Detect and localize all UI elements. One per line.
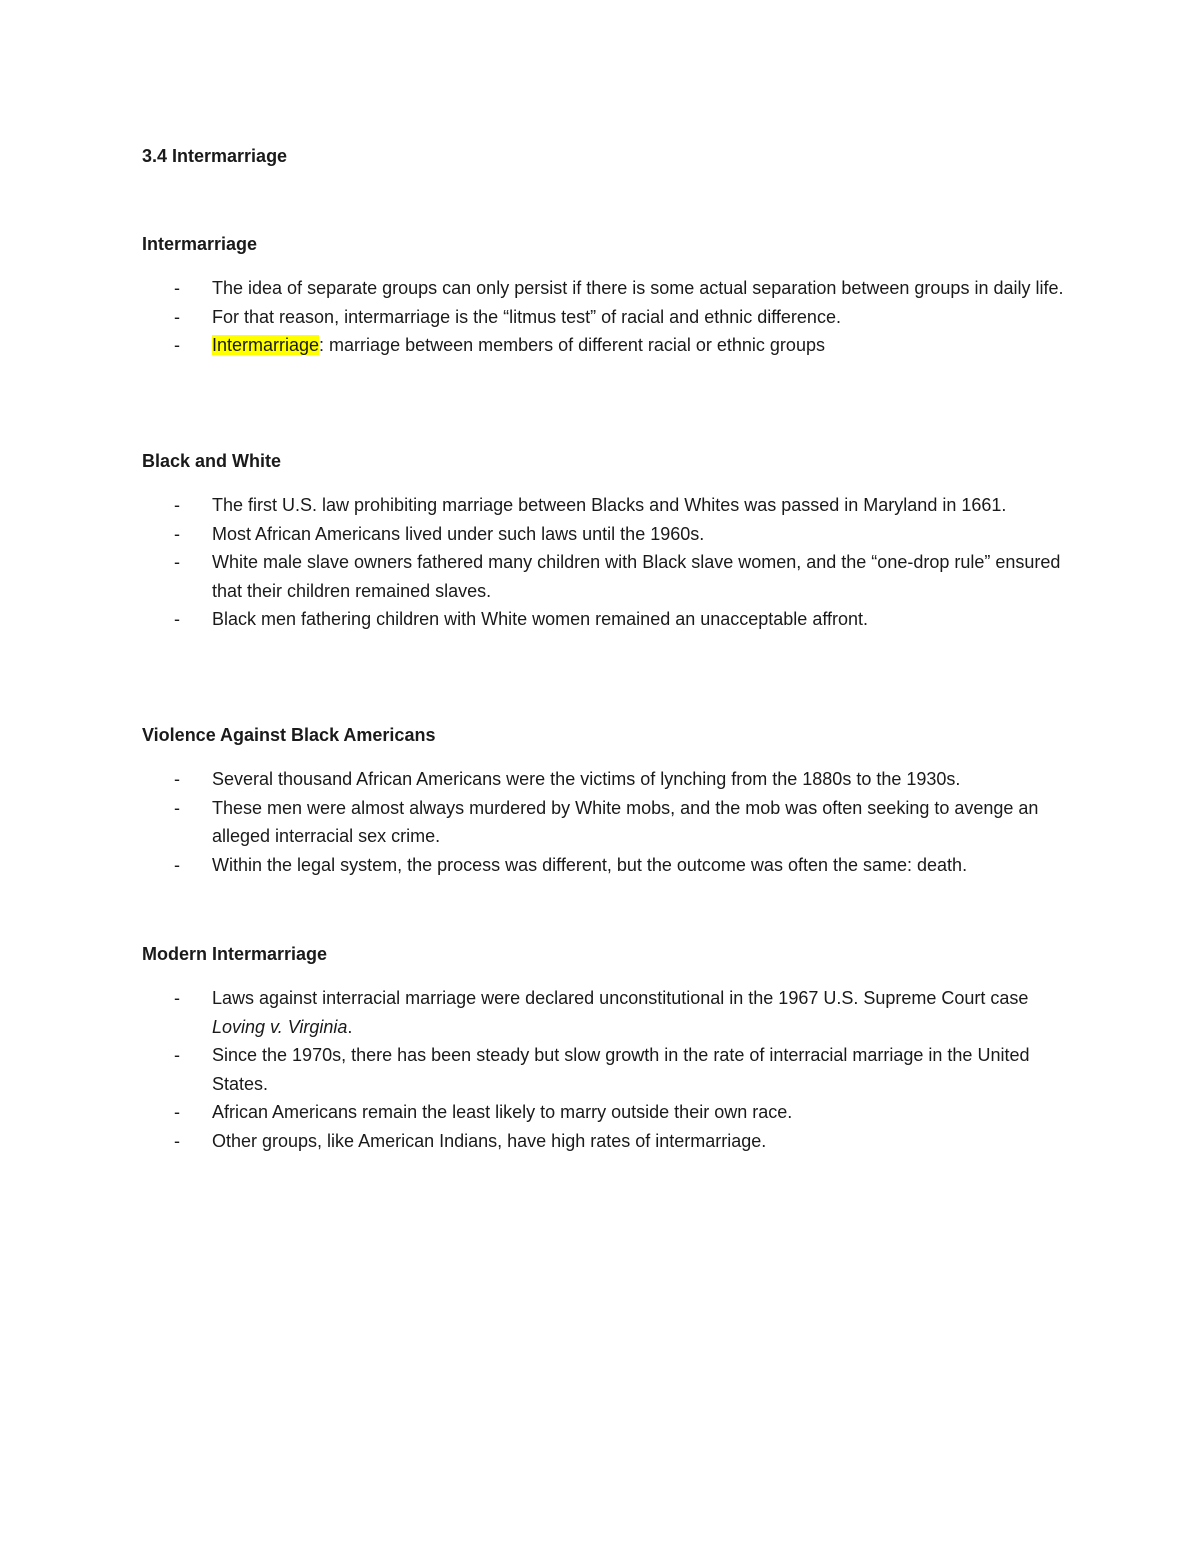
section-violence	[142, 723, 1072, 879]
list-item	[142, 520, 1072, 549]
list-item-text: African Americans remain the least likely to marry outside their own race.	[212, 1102, 793, 1122]
section-heading: Intermarriage	[142, 234, 258, 254]
list-item	[142, 331, 1072, 360]
list-item	[142, 1041, 1072, 1098]
bullet-dash: -	[174, 495, 180, 515]
section-black-and-white	[142, 449, 1072, 634]
list-item-text: Several thousand African Americans were the victims of lynching from the 1880s to the 1930s.	[212, 769, 961, 789]
list-item-text: For that reason, intermarriage is the “litmus test” of racial and ethnic difference.	[212, 306, 841, 327]
list-item	[142, 765, 1072, 794]
list-item	[142, 491, 1072, 520]
bullet-dash: -	[174, 1102, 180, 1122]
definition-text: : marriage between members of different racial or ethnic groups	[319, 335, 825, 355]
list-item-text: The first U.S. law prohibiting marriage between Blacks and Whites was passed in Maryland in 1661.	[212, 495, 1007, 515]
bullet-list	[142, 274, 1072, 360]
bullet-dash: -	[174, 769, 180, 789]
list-item-text: Within the legal system, the process was different, but the outcome was often the same: death.	[212, 854, 968, 875]
bullet-dash: -	[174, 306, 180, 327]
bullet-dash: -	[174, 609, 180, 629]
list-item	[142, 303, 1072, 332]
page-title: 3.4 Intermarriage	[142, 146, 288, 166]
bullet-dash: -	[174, 1045, 180, 1065]
list-item-text: Other groups, like American Indians, have high rates of intermarriage.	[212, 1130, 767, 1151]
bullet-dash: -	[174, 1130, 180, 1151]
bullet-dash: -	[174, 854, 180, 875]
bullet-dash: -	[174, 335, 180, 355]
bullet-dash: -	[174, 278, 180, 298]
list-item	[142, 984, 1072, 1041]
list-item-text: .	[347, 1016, 353, 1037]
case-name: Loving v. Virginia	[212, 1016, 348, 1037]
section-heading: Modern Intermarriage	[142, 944, 328, 964]
list-item-text: White male slave owners fathered many children with Black slave women, and the “one-drop rule” ensured that their children remained slaves.	[212, 552, 1061, 601]
list-item	[142, 274, 1072, 303]
list-item	[142, 1127, 1072, 1156]
list-item-text: Since the 1970s, there has been steady but slow growth in the rate of interracial marriage in the United States.	[212, 1045, 1030, 1094]
section-heading: Violence Against Black Americans	[142, 725, 436, 745]
bullet-dash: -	[174, 552, 180, 572]
section-modern-intermarriage	[142, 942, 1072, 1155]
bullet-dash: -	[174, 797, 180, 818]
list-item	[142, 794, 1072, 851]
list-item	[142, 605, 1072, 634]
bullet-dash: -	[174, 988, 180, 1008]
list-item-text: The idea of separate groups can only persist if there is some actual separation between groups in daily life.	[212, 278, 1064, 298]
list-item-text: Most African Americans lived under such laws until the 1960s.	[212, 523, 705, 544]
list-item-text: Laws against interracial marriage were declared unconstitutional in the 1967 U.S. Supreme Court case	[212, 988, 1029, 1008]
bullet-dash: -	[174, 523, 180, 544]
highlighted-term: Intermarriage	[212, 335, 320, 355]
bullet-list	[142, 491, 1072, 634]
bullet-list	[142, 984, 1072, 1155]
section-intermarriage	[142, 232, 1072, 360]
list-item	[142, 851, 1072, 880]
list-item-text: These men were almost always murdered by White mobs, and the mob was often seeking to avenge an alleged interracial sex crime.	[212, 797, 1039, 846]
list-item	[142, 548, 1072, 605]
bullet-list	[142, 765, 1072, 879]
list-item	[142, 1098, 1072, 1127]
section-heading: Black and White	[142, 451, 282, 471]
list-item-text: Black men fathering children with White women remained an unacceptable affront.	[212, 609, 869, 629]
